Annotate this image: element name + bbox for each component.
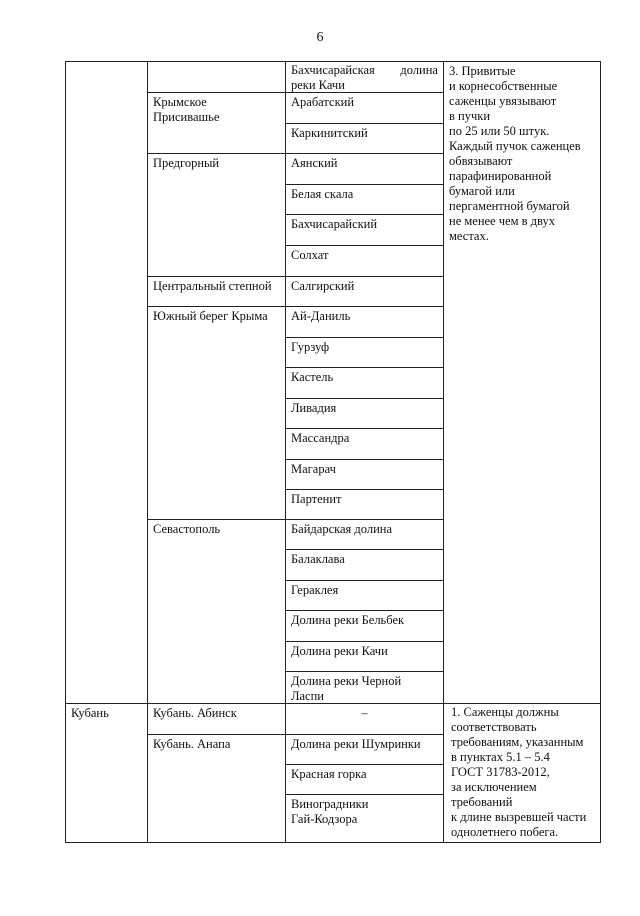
place-label: Аянский: [291, 156, 338, 170]
place-label: Белая скала: [291, 187, 354, 201]
place-label: Гераклея: [291, 583, 339, 597]
note-line: Каждый пучок саженцев: [449, 139, 581, 153]
note-line: требованиям, указанным: [451, 735, 584, 749]
note-line: пергаментной бумагой: [449, 199, 570, 213]
place-label: –: [361, 706, 368, 720]
note-line: однолетнего побега.: [451, 825, 559, 839]
note-line: саженцы увязывают: [449, 94, 557, 108]
place-label: Кастель: [291, 370, 334, 384]
note-line: местах.: [449, 229, 489, 243]
note-line: к длине вызревшей части: [451, 810, 587, 824]
place-label: Ливадия: [291, 401, 337, 415]
place-label: Долина реки Качи: [291, 644, 388, 658]
region-label: Севастополь: [153, 522, 221, 536]
table-cell-place: Бахчисарайская долина: [291, 63, 438, 77]
region-label: Кубань. Анапа: [153, 737, 231, 751]
place-label: Байдарская долина: [291, 522, 393, 536]
place-label: Салгирский: [291, 279, 355, 293]
note-line: 1. Саженцы должны: [451, 705, 559, 719]
place-label: Арабатский: [291, 95, 355, 109]
region-label: Предгорный: [153, 156, 220, 170]
note-line: ГОСТ 31783-2012,: [451, 765, 550, 779]
note-line: и корнесобственные: [449, 79, 558, 93]
note-line: парафинированной: [449, 169, 552, 183]
country-region-label: Кубань: [71, 706, 109, 720]
place-label: Виноградники Гай-Кодзора: [291, 797, 369, 826]
place-label: Бахчисарайский: [291, 217, 378, 231]
place-label: Ай-Даниль: [291, 309, 351, 323]
place-label: Балаклава: [291, 552, 345, 566]
place-label: Долина реки Шумринки: [291, 737, 421, 751]
place-label: Массандра: [291, 431, 350, 445]
note-line: обвязывают: [449, 154, 513, 168]
note-line: соответствовать: [451, 720, 537, 734]
note-line: за исключением: [451, 780, 537, 794]
note-line: в пучки: [449, 109, 491, 123]
place-label: Гурзуф: [291, 340, 330, 354]
note-line: требований: [451, 795, 513, 809]
note-line: в пунктах 5.1 – 5.4: [451, 750, 550, 764]
region-label: Южный берег Крыма: [153, 309, 268, 323]
note-line: бумагой или: [449, 184, 515, 198]
table-cell-place: реки Качи: [291, 78, 345, 92]
note-line: 3. Привитые: [449, 64, 516, 78]
place-label: Партенит: [291, 492, 342, 506]
region-label: Центральный степной: [153, 279, 272, 293]
place-label: Солхат: [291, 248, 329, 262]
place-label: Долина реки Черной Ласпи: [291, 674, 402, 703]
region-label: Крымское Присивашье: [153, 95, 220, 124]
region-label: Кубань. Абинск: [153, 706, 237, 720]
place-label: Красная горка: [291, 767, 367, 781]
note-line: не менее чем в двух: [449, 214, 555, 228]
note-line: по 25 или 50 штук.: [449, 124, 550, 138]
place-label: Магарач: [291, 462, 336, 476]
page-number: 6: [316, 30, 324, 45]
place-label: Каркинитский: [291, 126, 368, 140]
place-label: Долина реки Бельбек: [291, 613, 405, 627]
